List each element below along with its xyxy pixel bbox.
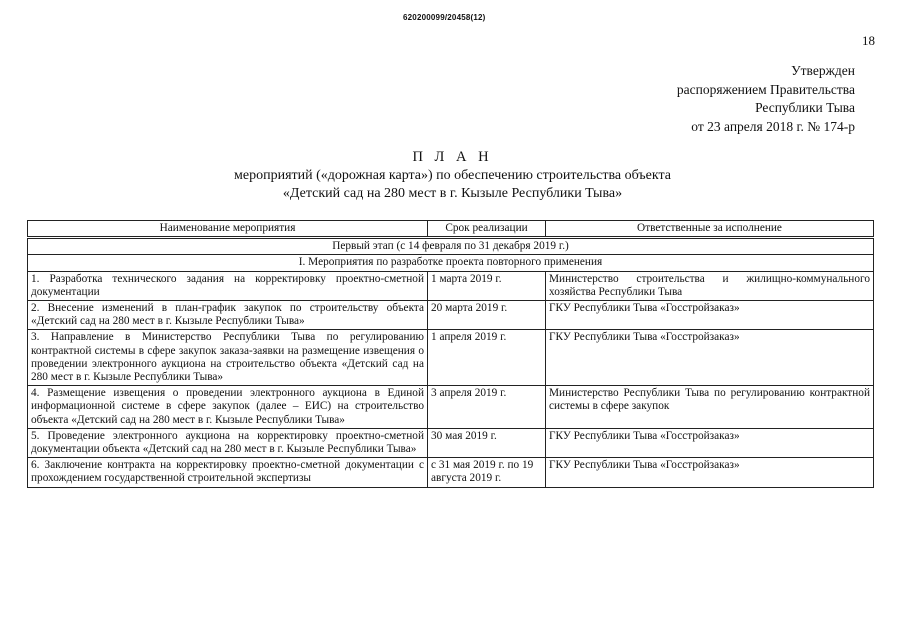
table-row <box>28 428 874 457</box>
approval-line: Утвержден <box>791 63 855 78</box>
activity-name: 2. Внесение изменений в план-график закупок по строительству объекта «Детский сад на 280 мест в г. Кызыле Республики Тыва» <box>28 301 428 330</box>
activity-responsible: ГКУ Республики Тыва «Госстройзаказ» <box>546 458 874 487</box>
activity-name: 6. Заключение контракта на корректировку проектно-сметной документации с прохождением государственной строительной экспертизы <box>28 458 428 487</box>
approval-line: распоряжением Правительства <box>676 81 855 97</box>
activity-responsible: Министерство Республики Тыва по регулированию контрактной системы в сфере закупок <box>546 386 874 429</box>
roadmap-table <box>27 220 874 488</box>
activity-name: 3. Направление в Министерство Республики Тыва по регулированию контрактной системы в сфере закупок заказа-заявки на размещение извещения о проведении электронного аукциона на строительство объекта «Детский сад на 280 мест в г. Кызыле Республики Тыва» <box>28 330 428 386</box>
table-row <box>28 458 874 487</box>
approval-line: Республики Тыва <box>755 100 855 115</box>
table-row <box>28 301 874 330</box>
activity-term: 1 марта 2019 г. <box>428 271 546 300</box>
plan-heading: П Л А Н <box>412 149 493 165</box>
table-row <box>28 271 874 300</box>
activity-term: 1 апреля 2019 г. <box>428 330 546 386</box>
activity-term: с 31 мая 2019 г. по 19 августа 2019 г. <box>428 458 546 487</box>
stage-title: Первый этап (с 14 февраля по 31 декабря 2019 г.) <box>28 238 874 255</box>
activity-responsible: Министерство строительства и жилищно-коммунального хозяйства Республики Тыва <box>546 271 874 300</box>
activity-name: 1. Разработка технического задания на корректировку проектно-сметной документации <box>28 271 428 300</box>
title-line: «Детский сад на 280 мест в г. Кызыле Республики Тыва» <box>282 186 623 201</box>
approval-line: от 23 апреля 2018 г. № 174-р <box>691 118 855 134</box>
page-number: 18 <box>862 33 875 48</box>
activity-name: 4. Размещение извещения о проведении электронного аукциона в Единой информационной системе в сфере закупок (далее – ЕИС) на строительство объекта «Детский сад на 280 мест в г. Кызыле Республики Тыва» <box>28 386 428 429</box>
activity-term: 20 марта 2019 г. <box>428 301 546 330</box>
activity-responsible: ГКУ Республики Тыва «Госстройзаказ» <box>546 330 874 386</box>
activity-term: 30 мая 2019 г. <box>428 428 546 457</box>
activity-responsible: ГКУ Республики Тыва «Госстройзаказ» <box>546 428 874 457</box>
approval-stamp <box>677 62 855 136</box>
activity-name: 5. Проведение электронного аукциона на корректировку проектно-сметной документации объекта «Детский сад на 280 мест в г. Кызыле Республики Тыва» <box>28 428 428 457</box>
section-title: I. Мероприятия по разработке проекта повторного применения <box>28 255 874 271</box>
table-row <box>28 330 874 386</box>
table-header-row <box>28 221 874 238</box>
document-number: 620200099/20458(12) <box>403 13 486 22</box>
column-header-name: Наименование мероприятия <box>28 221 428 238</box>
column-header-term: Срок реализации <box>428 221 546 238</box>
title-line: мероприятий («дорожная карта») по обеспечению строительства объекта <box>234 167 671 183</box>
table-row <box>28 386 874 429</box>
stage-row <box>28 238 874 255</box>
document-title <box>0 148 905 204</box>
section-row <box>28 255 874 271</box>
activity-term: 3 апреля 2019 г. <box>428 386 546 429</box>
column-header-responsible: Ответственные за исполнение <box>546 221 874 238</box>
activity-responsible: ГКУ Республики Тыва «Госстройзаказ» <box>546 301 874 330</box>
